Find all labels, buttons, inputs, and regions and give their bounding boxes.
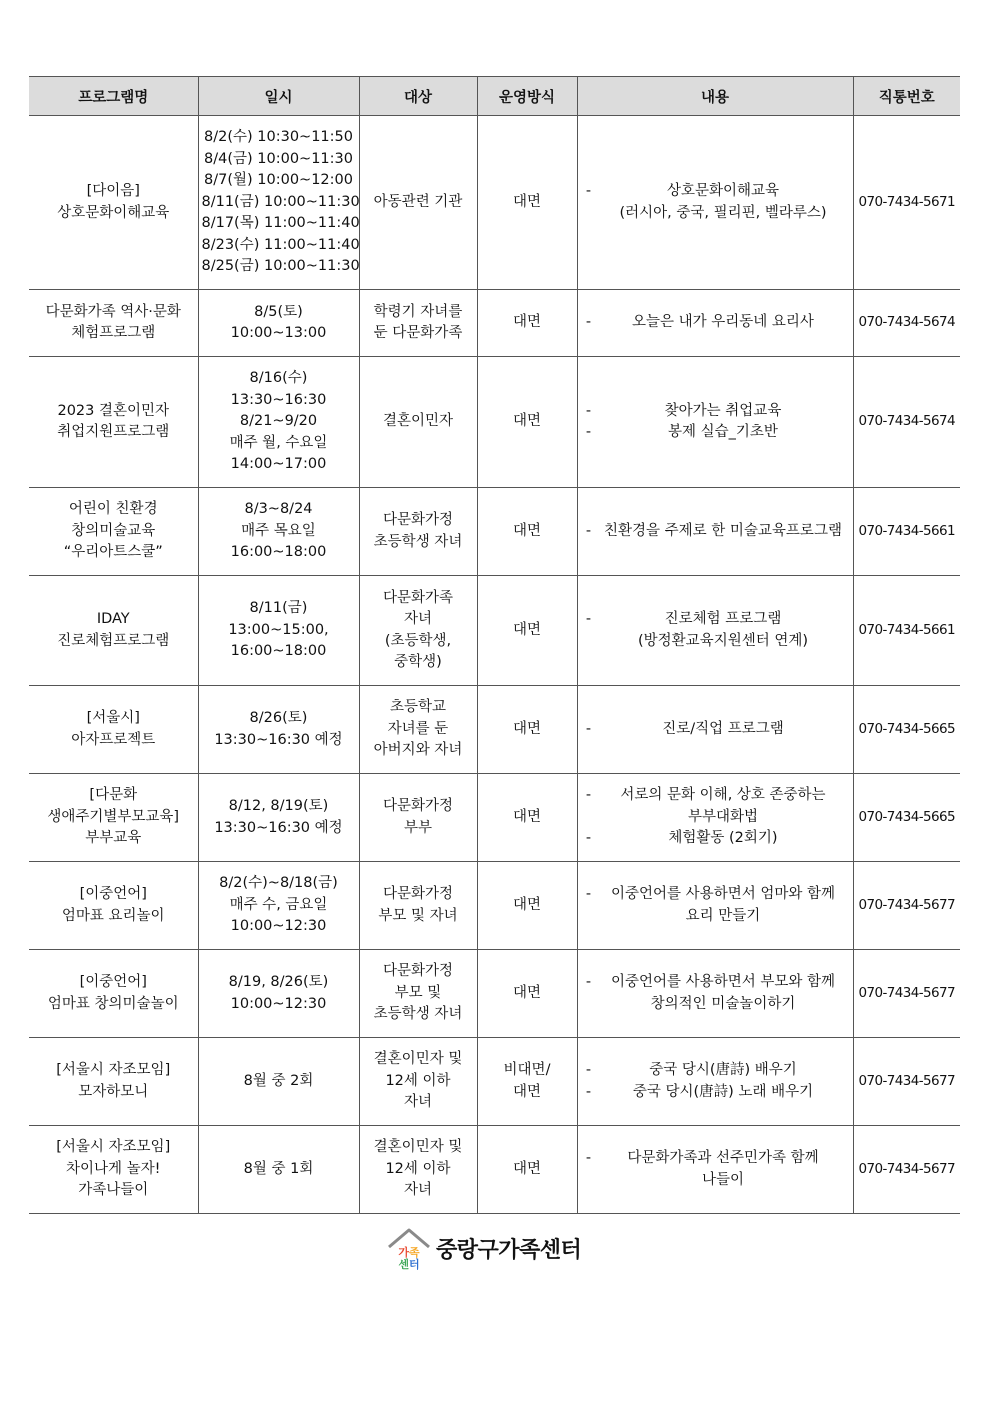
- program-name-cell: [29, 950, 198, 1038]
- date-cell: [198, 774, 359, 862]
- method-cell: [477, 686, 577, 774]
- cell-line: 8/25(금) 10:00~11:30: [201, 258, 360, 275]
- method-cell: [477, 357, 577, 488]
- content-bullet: [581, 884, 850, 927]
- content-cell: [577, 862, 853, 950]
- content-cell: [577, 488, 853, 576]
- content-bullet: [581, 312, 850, 334]
- phone-cell: 070-7434-5674: [853, 290, 960, 357]
- cell-line: 창의미술교육: [71, 522, 156, 539]
- cell-line: 8/3~8/24: [244, 501, 313, 518]
- bullet-dash: -: [585, 522, 592, 539]
- cell-line: 중국 당시(唐詩) 노래 배우기: [632, 1083, 814, 1100]
- method-cell: [477, 488, 577, 576]
- bullet-dash: -: [585, 886, 592, 902]
- cell-line: 자녀를 둔: [387, 720, 449, 737]
- bullet-dash: -: [585, 1062, 592, 1078]
- cell-line: 부부: [403, 819, 432, 836]
- header-target: 대상: [359, 77, 477, 116]
- bullet-dash: -: [585, 830, 592, 847]
- cell-line: 16:00~18:00: [230, 643, 327, 660]
- content-bullet: [581, 785, 850, 828]
- content-bullet: [581, 521, 850, 543]
- cell-line: 대면: [512, 1160, 541, 1177]
- program-name-cell: [29, 686, 198, 774]
- cell-line: 16:00~18:00: [230, 544, 327, 561]
- cell-line: 10:00~12:30: [230, 918, 327, 935]
- cell-line: 다문화가족과 선주민가족 함께: [627, 1150, 819, 1166]
- header-phone: 직통번호: [853, 77, 960, 116]
- program-name-cell: [29, 357, 198, 488]
- bullet-dash: -: [585, 720, 592, 737]
- cell-line: 매주 수, 금요일: [229, 896, 328, 913]
- target-cell: [359, 686, 477, 774]
- method-cell: [477, 576, 577, 686]
- table-header-row: [29, 77, 960, 116]
- date-cell: [198, 290, 359, 357]
- program-name-cell: [29, 862, 198, 950]
- cell-line: 13:00~15:00,: [228, 621, 329, 638]
- logo-mark-bottom: 센터: [398, 1258, 420, 1271]
- bullet-text: [597, 521, 850, 543]
- program-name-cell: [29, 774, 198, 862]
- method-cell: [477, 116, 577, 290]
- program-name-cell: [29, 576, 198, 686]
- content-cell: [577, 950, 853, 1038]
- cell-line: (러시아, 중국, 필리핀, 벨라루스): [619, 204, 827, 221]
- bullet-text: [597, 609, 850, 652]
- cell-line: 모자하모니: [78, 1083, 149, 1100]
- date-cell: [198, 576, 359, 686]
- cell-line: 창의적인 미술놀이하기: [650, 995, 796, 1012]
- target-cell: [359, 357, 477, 488]
- cell-line: 대면: [512, 193, 541, 210]
- target-cell: [359, 116, 477, 290]
- table-row: [29, 576, 960, 686]
- date-cell: [198, 862, 359, 950]
- phone-cell: 070-7434-5677: [853, 862, 960, 950]
- cell-line: 8/2(수)~8/18(금): [219, 875, 338, 892]
- phone-cell: 070-7434-5677: [853, 1038, 960, 1126]
- date-cell: [198, 686, 359, 774]
- bullet-text: [597, 422, 850, 444]
- target-cell: [359, 576, 477, 686]
- cell-line: 8/12, 8/19(토): [228, 798, 329, 814]
- cell-line: “우리아트스쿨”: [63, 544, 163, 561]
- cell-line: [서울시 자조모임]: [56, 1062, 171, 1078]
- cell-line: 10:00~12:30: [230, 995, 327, 1012]
- content-cell: [577, 116, 853, 290]
- cell-line: 13:30~16:30 예정: [214, 731, 343, 748]
- cell-line: 서로의 문화 이해, 상호 존중하는: [620, 787, 826, 804]
- cell-line: 결혼이민자 및: [373, 1051, 463, 1068]
- method-cell: [477, 1038, 577, 1126]
- cell-line: [이중언어]: [79, 974, 147, 990]
- target-cell: [359, 1126, 477, 1214]
- cell-line: 어린이 친환경: [68, 501, 158, 518]
- bullet-text: [597, 785, 850, 828]
- content-bullet: [581, 972, 850, 1015]
- cell-line: 8/2(수) 10:30~11:50: [204, 129, 353, 146]
- bullet-dash: -: [585, 424, 592, 440]
- cell-line: 상호문화이해교육: [666, 183, 780, 199]
- table-row: [29, 488, 960, 576]
- date-cell: [198, 1126, 359, 1214]
- method-cell: [477, 774, 577, 862]
- bullet-text: [597, 401, 850, 423]
- cell-line: 이중언어를 사용하면서 엄마와 함께: [611, 886, 835, 902]
- cell-line: 부모 및: [394, 984, 442, 1001]
- cell-line: 체험프로그램: [71, 325, 156, 341]
- family-house-icon: [386, 1225, 432, 1271]
- content-cell: [577, 774, 853, 862]
- cell-line: 8/4(금) 10:00~11:30: [204, 150, 353, 167]
- cell-line: (초등학생,: [384, 632, 452, 649]
- date-cell: [198, 488, 359, 576]
- cell-line: 자녀: [403, 1094, 432, 1111]
- cell-line: 다문화가족: [382, 589, 454, 606]
- table-row: [29, 290, 960, 357]
- cell-line: 중학생): [394, 654, 442, 670]
- method-cell: [477, 290, 577, 357]
- content-cell: [577, 686, 853, 774]
- cell-line: 찾아가는 취업교육: [664, 402, 782, 419]
- content-cell: [577, 576, 853, 686]
- cell-line: 가족나들이: [78, 1182, 149, 1199]
- cell-line: 14:00~17:00: [230, 456, 327, 473]
- cell-line: 오늘은 내가 우리동네 요리사: [632, 314, 814, 331]
- cell-line: 대면: [512, 314, 541, 331]
- target-cell: [359, 774, 477, 862]
- phone-cell: 070-7434-5665: [853, 774, 960, 862]
- target-cell: [359, 1038, 477, 1126]
- center-logo: [386, 1225, 581, 1271]
- center-name: 중랑구가족센터: [436, 1237, 582, 1263]
- cell-line: 12세 이하: [385, 1160, 451, 1177]
- cell-line: 10:00~13:00: [230, 325, 327, 341]
- program-name-cell: [29, 290, 198, 357]
- phone-cell: 070-7434-5677: [853, 950, 960, 1038]
- content-bullet: [581, 828, 850, 850]
- cell-line: [다문화: [89, 787, 138, 804]
- bullet-text: [597, 181, 850, 224]
- table-row: [29, 1038, 960, 1126]
- content-bullet: [581, 401, 850, 423]
- cell-line: 대면: [512, 1083, 541, 1100]
- cell-line: 나들이: [701, 1171, 745, 1188]
- cell-line: 진로/직업 프로그램: [662, 720, 784, 737]
- cell-line: 자녀: [403, 1182, 432, 1199]
- cell-line: 부모 및 자녀: [378, 907, 458, 924]
- cell-line: 초등학생 자녀: [373, 1006, 463, 1023]
- table-row: [29, 357, 960, 488]
- cell-line: 엄마표 요리놀이: [61, 907, 165, 924]
- cell-line: 8월 중 2회: [243, 1072, 314, 1089]
- cell-line: 중국 당시(唐詩) 배우기: [649, 1062, 797, 1078]
- cell-line: 대면: [512, 896, 541, 913]
- cell-line: IDAY: [96, 611, 130, 627]
- phone-cell: 070-7434-5665: [853, 686, 960, 774]
- cell-line: 8/17(목) 11:00~11:40: [201, 215, 360, 232]
- cell-line: 결혼이민자 및: [373, 1139, 463, 1156]
- cell-line: 대면: [512, 621, 541, 638]
- cell-line: 대면: [512, 808, 541, 825]
- table-row: [29, 950, 960, 1038]
- cell-line: 비대면/: [503, 1062, 551, 1078]
- content-cell: [577, 290, 853, 357]
- bullet-text: [597, 1148, 850, 1191]
- bullet-text: [597, 1060, 850, 1082]
- cell-line: 8월 중 1회: [243, 1160, 314, 1177]
- cell-line: 대면: [512, 984, 541, 1001]
- cell-line: 12세 이하: [385, 1072, 451, 1089]
- bullet-dash: -: [585, 183, 592, 199]
- cell-line: 이중언어를 사용하면서 부모와 함께: [611, 974, 835, 990]
- content-bullet: [581, 422, 850, 444]
- cell-line: [이중언어]: [79, 886, 147, 902]
- content-bullet: [581, 1148, 850, 1191]
- cell-line: 대면: [512, 720, 541, 737]
- bullet-dash: -: [585, 611, 592, 627]
- cell-line: 부부대화법: [687, 808, 759, 825]
- logo-mark-top: 가족: [398, 1246, 420, 1259]
- header-content: 내용: [577, 77, 853, 116]
- content-bullet: [581, 1060, 850, 1082]
- cell-line: 부부교육: [85, 830, 142, 847]
- cell-line: 아버지와 자녀: [373, 742, 463, 759]
- cell-line: 생애주기별부모교육]: [47, 808, 180, 825]
- cell-line: 결혼이민자: [382, 413, 454, 430]
- cell-line: 13:30~16:30 예정: [214, 819, 343, 836]
- cell-line: 다문화가정: [382, 886, 454, 902]
- bullet-dash: -: [585, 1083, 592, 1100]
- cell-line: 요리 만들기: [685, 907, 761, 924]
- cell-line: 진로체험프로그램: [57, 632, 170, 649]
- cell-line: 다문화가정: [382, 963, 454, 980]
- cell-line: 초등학교: [389, 699, 447, 716]
- content-bullet: [581, 719, 850, 741]
- cell-line: 대면: [512, 413, 541, 430]
- method-cell: [477, 862, 577, 950]
- header-date: 일시: [198, 77, 359, 116]
- cell-line: 체험활동 (2회기): [668, 830, 778, 847]
- bullet-text: [597, 1082, 850, 1104]
- cell-line: 상호문화이해교육: [57, 204, 170, 221]
- content-bullet: [581, 181, 850, 224]
- cell-line: 13:30~16:30: [230, 391, 327, 408]
- table-row: [29, 686, 960, 774]
- cell-line: 8/11(금) 10:00~11:30: [201, 193, 360, 210]
- content-cell: [577, 357, 853, 488]
- cell-line: 엄마표 창의미술놀이: [47, 995, 179, 1012]
- program-name-cell: [29, 116, 198, 290]
- target-cell: [359, 950, 477, 1038]
- bullet-dash: -: [585, 402, 592, 419]
- cell-line: 친환경을 주제로 한 미술교육프로그램: [604, 522, 842, 539]
- phone-cell: 070-7434-5677: [853, 1126, 960, 1214]
- table-row: [29, 1126, 960, 1214]
- cell-line: 매주 목요일: [241, 522, 316, 539]
- cell-line: 차이나게 놀자!: [66, 1160, 161, 1177]
- cell-line: 진로체험 프로그램: [664, 611, 782, 627]
- date-cell: [198, 950, 359, 1038]
- cell-line: 8/11(금): [249, 600, 308, 617]
- bullet-dash: -: [585, 974, 592, 990]
- program-name-cell: [29, 1038, 198, 1126]
- target-cell: [359, 488, 477, 576]
- bullet-dash: -: [585, 314, 592, 331]
- cell-line: 8/16(수): [249, 370, 308, 387]
- cell-line: 아동관련 기관: [373, 193, 463, 210]
- method-cell: [477, 950, 577, 1038]
- content-cell: [577, 1126, 853, 1214]
- bullet-text: [597, 719, 850, 741]
- cell-line: 매주 월, 수요일: [229, 434, 328, 451]
- cell-line: 학령기 자녀를: [373, 303, 463, 320]
- program-table: [29, 76, 960, 1214]
- bullet-text: [597, 884, 850, 927]
- cell-line: (방정환교육지원센터 연계): [638, 632, 808, 649]
- cell-line: [서울시 자조모임]: [56, 1139, 171, 1156]
- cell-line: 8/7(월) 10:00~12:00: [204, 172, 353, 189]
- bullet-dash: -: [585, 1150, 592, 1166]
- header-method: 운영방식: [477, 77, 577, 116]
- date-cell: [198, 357, 359, 488]
- cell-line: 8/21~9/20: [239, 413, 318, 430]
- table-body: [29, 116, 960, 1214]
- target-cell: [359, 290, 477, 357]
- table-row: [29, 774, 960, 862]
- bullet-text: [597, 312, 850, 334]
- method-cell: [477, 1126, 577, 1214]
- cell-line: 8/5(토): [254, 303, 303, 320]
- cell-line: 아자프로젝트: [71, 731, 156, 748]
- program-name-cell: [29, 488, 198, 576]
- target-cell: [359, 862, 477, 950]
- table-row: [29, 116, 960, 290]
- content-cell: [577, 1038, 853, 1126]
- cell-line: 8/23(수) 11:00~11:40: [201, 236, 360, 253]
- bullet-text: [597, 828, 850, 850]
- program-name-cell: [29, 1126, 198, 1214]
- content-bullet: [581, 1082, 850, 1104]
- cell-line: 다문화가족 역사·문화: [45, 303, 181, 320]
- phone-cell: 070-7434-5661: [853, 488, 960, 576]
- cell-line: 취업지원프로그램: [57, 424, 170, 440]
- cell-line: [다이음]: [86, 183, 140, 199]
- cell-line: 자녀: [403, 611, 432, 627]
- date-cell: [198, 116, 359, 290]
- cell-line: 2023 결혼이민자: [57, 402, 170, 419]
- content-bullet: [581, 609, 850, 652]
- bullet-dash: -: [585, 787, 592, 804]
- table-row: [29, 862, 960, 950]
- phone-cell: 070-7434-5674: [853, 357, 960, 488]
- cell-line: [서울시]: [86, 710, 140, 726]
- bullet-text: [597, 972, 850, 1015]
- cell-line: 8/26(토): [249, 710, 308, 726]
- cell-line: 초등학생 자녀: [373, 533, 463, 550]
- cell-line: 다문화가정: [382, 798, 454, 814]
- date-cell: [198, 1038, 359, 1126]
- phone-cell: 070-7434-5671: [853, 116, 960, 290]
- cell-line: 대면: [512, 522, 541, 539]
- cell-line: 8/19, 8/26(토): [228, 974, 329, 990]
- cell-line: 둔 다문화가족: [373, 325, 463, 341]
- phone-cell: 070-7434-5661: [853, 576, 960, 686]
- header-program-name: 프로그램명: [29, 77, 198, 116]
- cell-line: 다문화가정: [382, 512, 454, 528]
- cell-line: 봉제 실습_기초반: [668, 424, 778, 440]
